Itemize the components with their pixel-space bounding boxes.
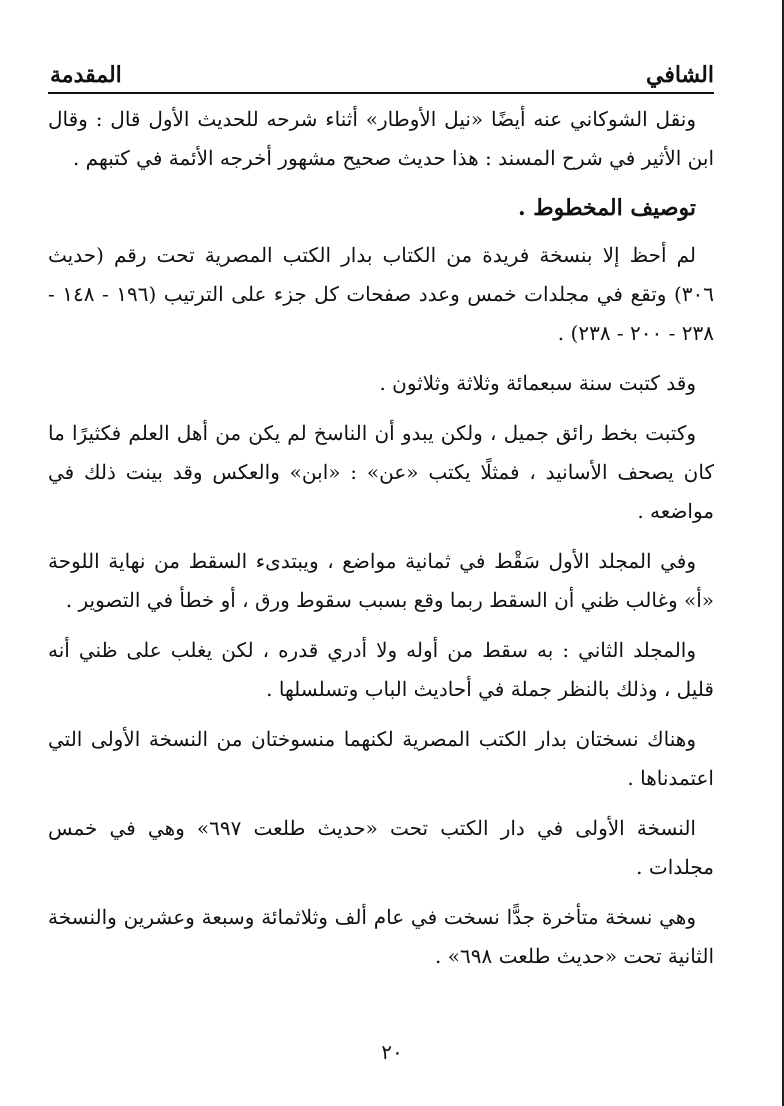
paragraph-4: وكتبت بخط رائق جميل ، ولكن يبدو أن الناسخ لم يكن من أهل العلم فكثيرًا ما كان يصحف الأسانيد ، فمثلًا يكتب «عن» : «ابن» والعكس وقد بينت ذلك في مواضعه . <box>48 421 714 523</box>
page-number: ٢٠ <box>381 1040 403 1064</box>
header-rule <box>48 92 714 94</box>
paragraph-9: وهي نسخة متأخرة جدًّا نسخت في عام ألف وثلاثمائة وسبعة وعشرين والنسخة الثانية تحت «حديث طلعت ٦٩٨» . <box>48 905 714 968</box>
paragraph-6: والمجلد الثاني : به سقط من أوله ولا أدري قدره ، لكن يغلب على ظني أنه قليل ، وذلك بالنظر جملة في أحاديث الباب وتسلسلها . <box>48 638 714 701</box>
paragraph-3: وقد كتبت سنة سبعمائة وثلاثة وثلاثون . <box>379 371 696 395</box>
paragraph-5: وفي المجلد الأول سَقْط في ثمانية مواضع ، ويبتدىء السقط من نهاية اللوحة «أ» وغالب ظني أن السقط ربما وقع بسبب سقوط ورق ، أو خطأ في التصوير . <box>48 549 714 612</box>
paragraph-7: وهناك نسختان بدار الكتب المصرية لكنهما منسوختان من النسخة الأولى التي اعتمدناها . <box>48 727 714 790</box>
running-header <box>50 48 714 88</box>
section-heading: توصيف المخطوط . <box>517 195 696 221</box>
section-title: المقدمة <box>50 62 122 88</box>
book-title: الشافي <box>646 62 714 88</box>
paragraph-1: ونقل الشوكاني عنه أيضًا «نيل الأوطار» أثناء شرحه للحديث الأول قال : وقال ابن الأثير في شرح المسند : هذا حديث صحيح مشهور أخرجه الأئمة في كتبهم . <box>48 107 714 170</box>
paragraph-8: النسخة الأولى في دار الكتب تحت «حديث طلعت ٦٩٧» وهي في خمس مجلدات . <box>48 816 714 879</box>
paragraph-2: لم أحظ إلا بنسخة فريدة من الكتاب بدار الكتب المصرية تحت رقم (حديث ٣٠٦) وتقع في مجلدات خمس وعدد صفحات كل جزء على الترتيب (١٩٦ - ١٤٨ - ٢٣٨ - ٢٠٠ - ٢٣٨) . <box>48 243 714 345</box>
page-body <box>48 100 714 987</box>
